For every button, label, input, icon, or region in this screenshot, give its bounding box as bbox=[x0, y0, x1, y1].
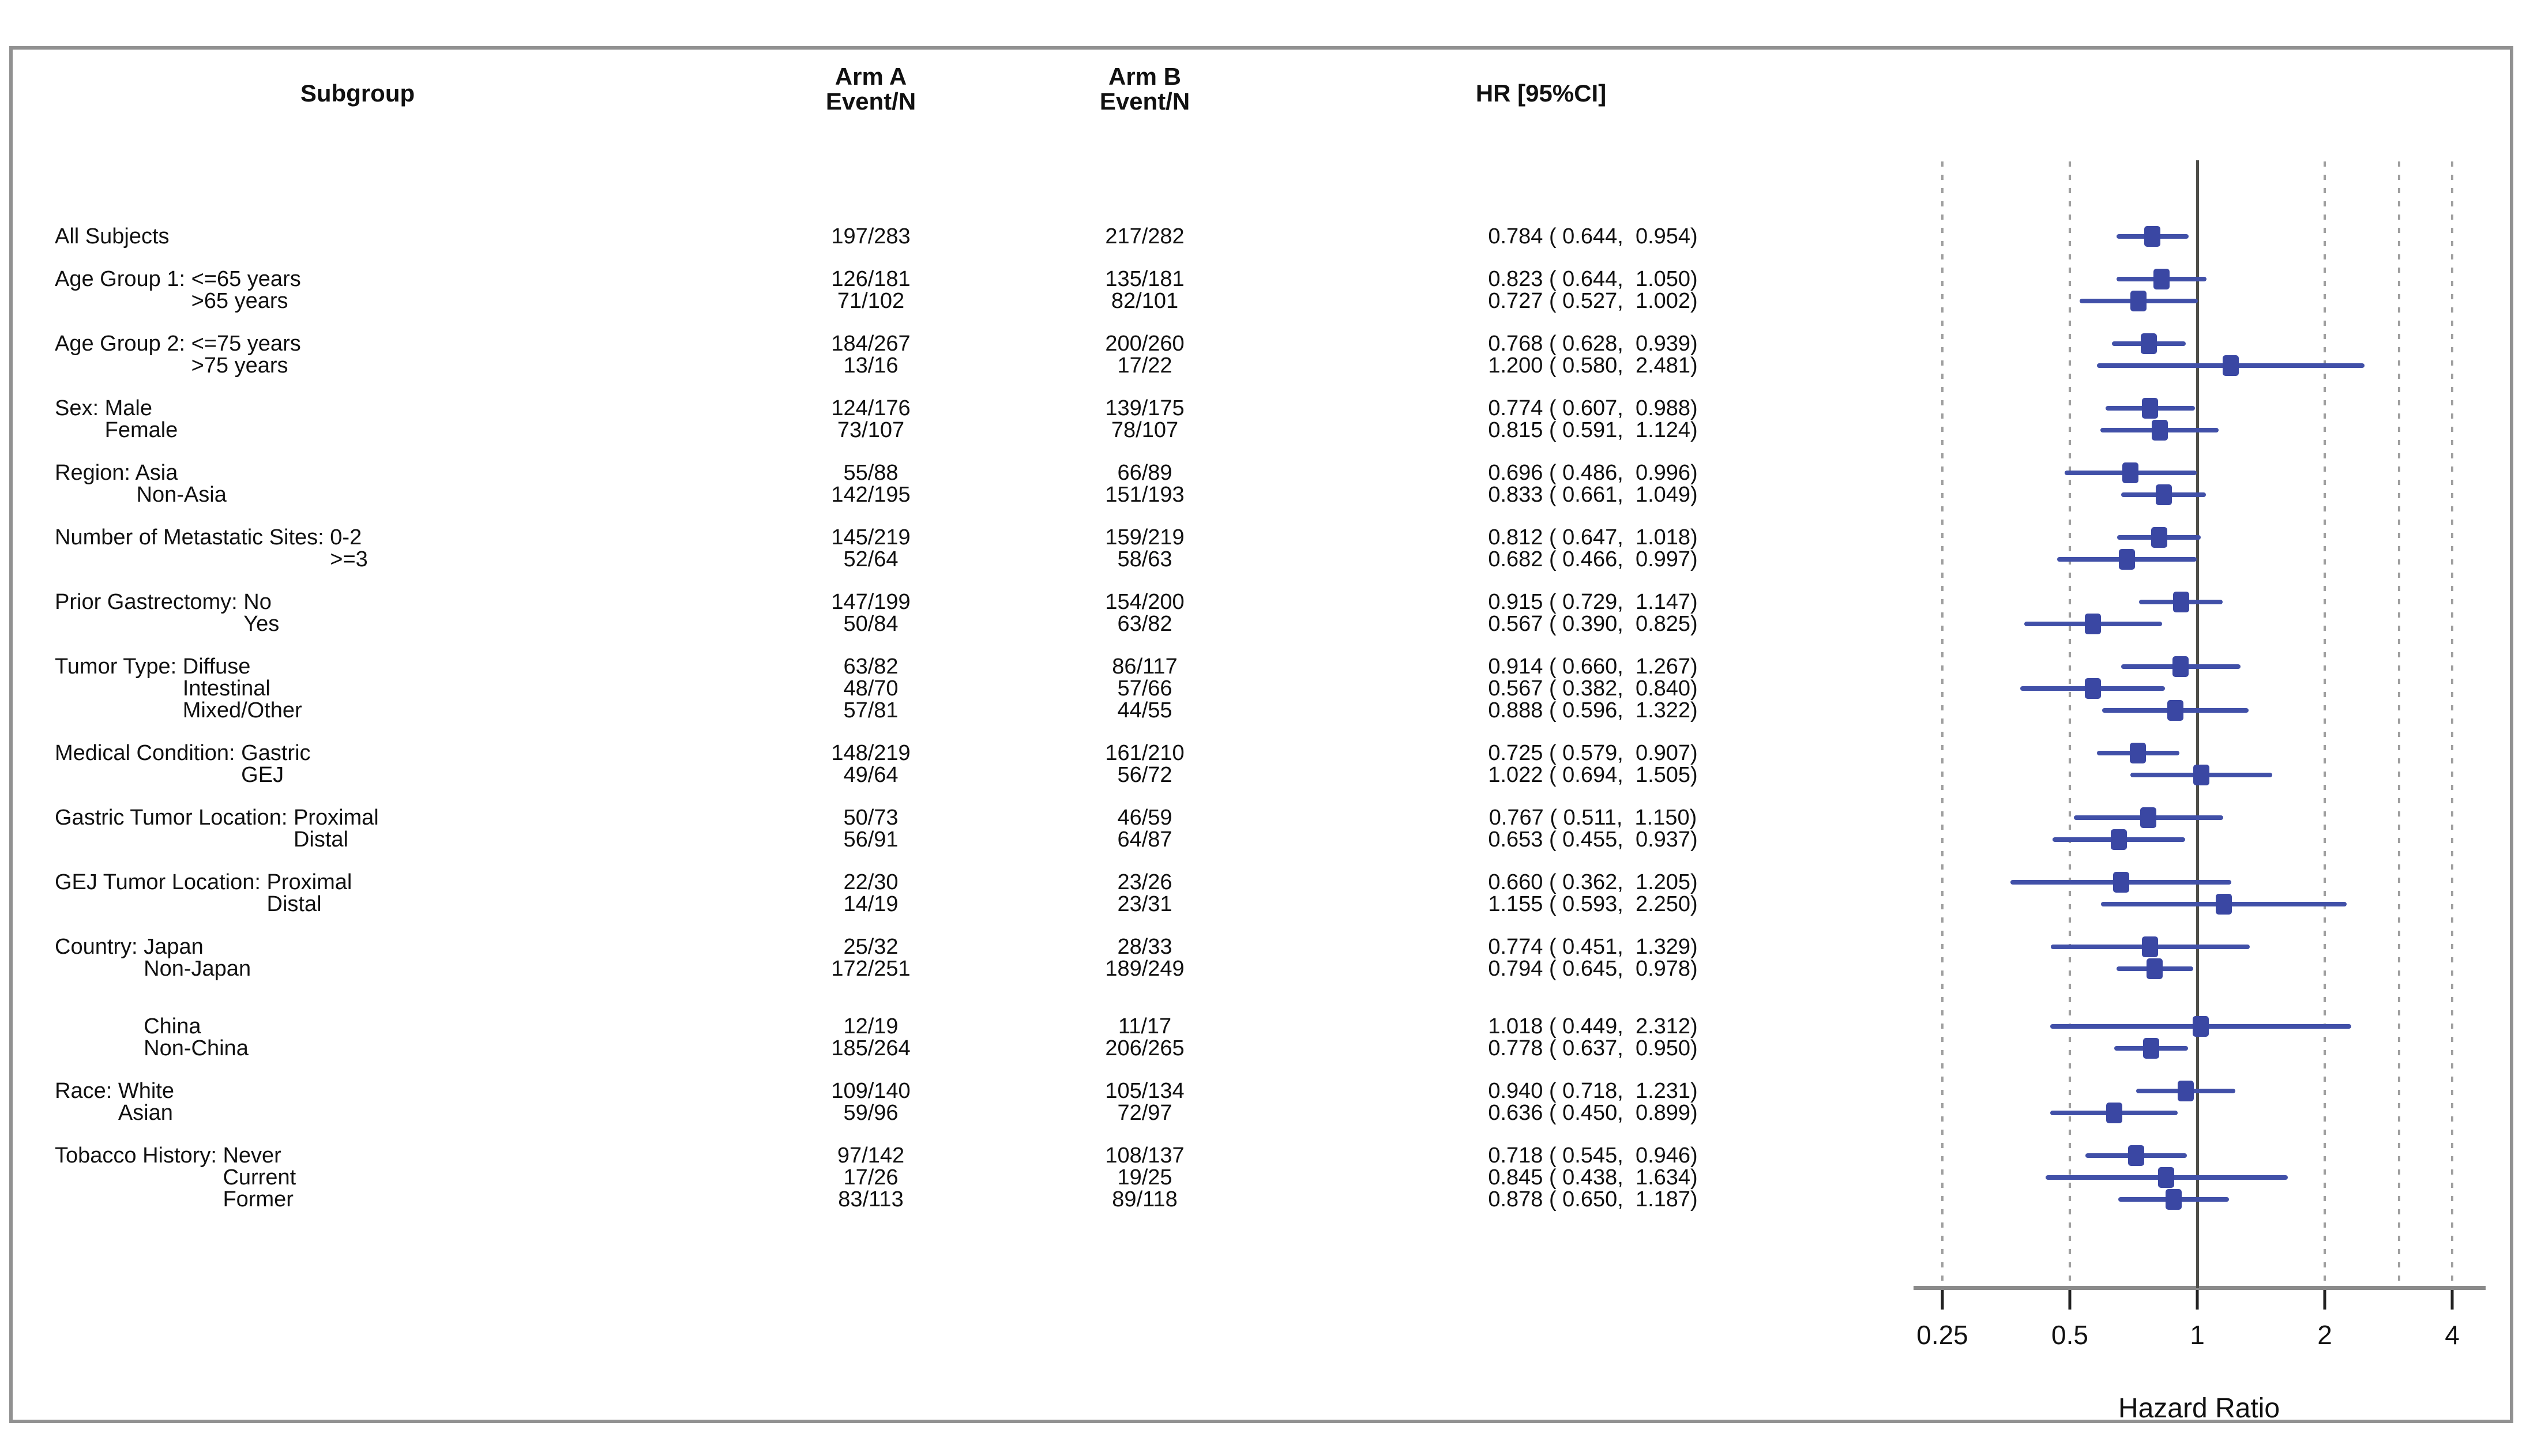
hr-ci-value: 0.845 ( 0.438, 1.634) bbox=[1488, 1165, 1698, 1190]
arm-b-event-n: 159/219 bbox=[1105, 525, 1185, 550]
subgroup-prefix: GEJ Tumor Location: bbox=[55, 870, 267, 894]
subgroup-level: Former bbox=[223, 1187, 294, 1212]
hr-ci-value: 0.768 ( 0.628, 0.939) bbox=[1488, 332, 1698, 356]
hr-ci-value: 0.940 ( 0.718, 1.231) bbox=[1488, 1079, 1698, 1103]
subgroup-level: Non-Japan bbox=[144, 957, 251, 981]
arm-b-event-n: 135/181 bbox=[1105, 267, 1185, 291]
hr-ci-value: 0.914 ( 0.660, 1.267) bbox=[1488, 654, 1698, 679]
hr-point-square bbox=[2147, 958, 2163, 979]
hr-ci-value: 0.767 ( 0.511, 1.150) bbox=[1488, 806, 1697, 830]
subgroup-label bbox=[243, 611, 279, 637]
hr-ci-value: 0.696 ( 0.486, 0.996) bbox=[1488, 461, 1698, 485]
arm-a-event-n: 13/16 bbox=[843, 353, 899, 378]
arm-a-event-n: 71/102 bbox=[837, 289, 905, 313]
arm-b-event-n: 28/33 bbox=[1117, 935, 1172, 959]
hr-point-square bbox=[2085, 614, 2101, 634]
hr-ci-value: 0.727 ( 0.527, 1.002) bbox=[1488, 289, 1698, 313]
subgroup-label bbox=[137, 482, 227, 507]
subgroup-label bbox=[55, 525, 362, 550]
subgroup-label bbox=[191, 288, 288, 314]
column-header-arm-b-line2: Event/N bbox=[1099, 88, 1190, 115]
subgroup-level: Asian bbox=[118, 1101, 173, 1125]
x-axis-title: Hazard Ratio bbox=[2118, 1393, 2280, 1424]
subgroup-level: Asia bbox=[135, 461, 178, 485]
arm-a-event-n: 55/88 bbox=[843, 461, 899, 485]
subgroup-level: Current bbox=[223, 1165, 296, 1190]
arm-a-event-n: 50/84 bbox=[843, 612, 899, 636]
arm-a-event-n: 148/219 bbox=[831, 741, 911, 765]
arm-b-event-n: 89/118 bbox=[1112, 1187, 1178, 1212]
gridline-dotted-hr-2 bbox=[2324, 161, 2326, 1288]
subgroup-label bbox=[144, 956, 251, 981]
arm-b-event-n: 56/72 bbox=[1117, 763, 1172, 787]
arm-a-event-n: 172/251 bbox=[831, 957, 911, 981]
arm-b-event-n: 154/200 bbox=[1105, 590, 1185, 614]
subgroup-label bbox=[330, 547, 368, 572]
hr-point-square bbox=[2130, 743, 2146, 763]
subgroup-label bbox=[105, 417, 178, 443]
subgroup-level: GEJ bbox=[241, 763, 284, 787]
subgroup-label bbox=[118, 1100, 173, 1126]
subgroup-level: >65 years bbox=[191, 289, 288, 313]
arm-a-event-n: 17/26 bbox=[843, 1165, 899, 1190]
hr-point-square bbox=[2106, 1103, 2122, 1123]
hr-point-square bbox=[2223, 355, 2239, 376]
hr-ci-value: 0.682 ( 0.466, 0.997) bbox=[1488, 547, 1698, 571]
subgroup-prefix: Tobacco History: bbox=[55, 1143, 223, 1168]
arm-a-event-n: 184/267 bbox=[831, 332, 911, 356]
subgroup-level: >75 years bbox=[191, 353, 288, 378]
x-axis-tick-0.5 bbox=[2069, 1290, 2072, 1310]
hr-point-square bbox=[2142, 398, 2158, 419]
column-header-arm-a-line2: Event/N bbox=[825, 88, 916, 115]
arm-b-event-n: 105/134 bbox=[1105, 1079, 1185, 1103]
arm-b-event-n: 189/249 bbox=[1105, 957, 1185, 981]
subgroup-level: 0-2 bbox=[330, 525, 362, 550]
hr-point-square bbox=[2143, 1038, 2159, 1059]
x-axis-tick-0.25 bbox=[1941, 1290, 1944, 1310]
column-header-arm-a-line1: Arm A bbox=[835, 63, 907, 90]
subgroup-prefix: Region: bbox=[55, 461, 136, 485]
arm-b-event-n: 200/260 bbox=[1105, 332, 1185, 356]
column-header-hr-ci: HR [95%CI] bbox=[1475, 80, 1607, 107]
subgroup-level: Japan bbox=[144, 935, 204, 959]
subgroup-level: Never bbox=[223, 1143, 281, 1168]
x-axis-tick-2 bbox=[2324, 1290, 2326, 1310]
hr-ci-value: 0.725 ( 0.579, 0.907) bbox=[1488, 741, 1698, 765]
arm-b-event-n: 64/87 bbox=[1117, 827, 1172, 852]
gridline-dotted-hr-4 bbox=[2451, 161, 2453, 1288]
arm-a-event-n: 52/64 bbox=[843, 547, 899, 571]
hr-ci-value: 1.200 ( 0.580, 2.481) bbox=[1488, 353, 1698, 378]
hr-ci-value: 0.636 ( 0.450, 0.899) bbox=[1488, 1101, 1698, 1125]
subgroup-label bbox=[55, 589, 272, 615]
subgroup-level: Proximal bbox=[266, 870, 352, 894]
hr-ci-value: 0.823 ( 0.644, 1.050) bbox=[1488, 267, 1698, 291]
arm-a-event-n: 109/140 bbox=[831, 1079, 911, 1103]
subgroup-level: <=65 years bbox=[191, 267, 301, 291]
arm-a-event-n: 56/91 bbox=[843, 827, 899, 852]
arm-b-event-n: 139/175 bbox=[1105, 396, 1185, 420]
gridline-dotted-hr-0.5 bbox=[2069, 161, 2071, 1288]
arm-b-event-n: 23/26 bbox=[1117, 870, 1172, 894]
arm-a-event-n: 124/176 bbox=[831, 396, 911, 420]
subgroup-level: Distal bbox=[293, 827, 348, 852]
hr-point-square bbox=[2166, 1189, 2182, 1210]
hr-ci-value: 0.878 ( 0.650, 1.187) bbox=[1488, 1187, 1698, 1212]
hr-ci-value: 0.812 ( 0.647, 1.018) bbox=[1488, 525, 1698, 550]
arm-a-event-n: 12/19 bbox=[843, 1014, 899, 1039]
hr-ci-value: 0.794 ( 0.645, 0.978) bbox=[1488, 957, 1698, 981]
subgroup-level: Intestinal bbox=[182, 676, 270, 701]
arm-a-event-n: 97/142 bbox=[837, 1143, 905, 1168]
hr-point-square bbox=[2193, 1016, 2209, 1037]
arm-a-event-n: 63/82 bbox=[843, 654, 899, 679]
subgroup-prefix: Medical Condition: bbox=[55, 741, 242, 765]
x-axis-tick-label-0.5: 0.5 bbox=[2051, 1320, 2088, 1350]
hr-point-square bbox=[2193, 765, 2209, 785]
hr-ci-value: 0.774 ( 0.451, 1.329) bbox=[1488, 935, 1698, 959]
arm-b-event-n: 78/107 bbox=[1111, 418, 1179, 442]
hr-point-square bbox=[2144, 226, 2160, 247]
x-axis-tick-label-4: 4 bbox=[2445, 1320, 2460, 1350]
hr-ci-value: 0.774 ( 0.607, 0.988) bbox=[1488, 396, 1698, 420]
arm-b-event-n: 161/210 bbox=[1105, 741, 1185, 765]
arm-a-event-n: 73/107 bbox=[837, 418, 905, 442]
hr-ci-value: 0.778 ( 0.637, 0.950) bbox=[1488, 1036, 1698, 1060]
hr-ci-value: 0.567 ( 0.390, 0.825) bbox=[1488, 612, 1698, 636]
hr-ci-value: 1.022 ( 0.694, 1.505) bbox=[1488, 763, 1698, 787]
arm-a-event-n: 57/81 bbox=[843, 698, 899, 723]
subgroup-level: Distal bbox=[266, 892, 322, 916]
hr-point-square bbox=[2167, 700, 2183, 721]
column-header-subgroup: Subgroup bbox=[300, 80, 415, 107]
arm-a-event-n: 25/32 bbox=[843, 935, 899, 959]
subgroup-label bbox=[191, 353, 288, 378]
hr-point-square bbox=[2172, 656, 2189, 677]
arm-a-event-n: 48/70 bbox=[843, 676, 899, 701]
arm-a-event-n: 50/73 bbox=[843, 806, 899, 830]
hr-ci-value: 1.155 ( 0.593, 2.250) bbox=[1488, 892, 1698, 916]
arm-b-event-n: 151/193 bbox=[1105, 483, 1185, 507]
subgroup-level: >=3 bbox=[330, 547, 368, 571]
arm-b-event-n: 46/59 bbox=[1117, 806, 1172, 830]
hr-ci-value: 0.915 ( 0.729, 1.147) bbox=[1488, 590, 1698, 614]
hr-ci-value: 0.653 ( 0.455, 0.937) bbox=[1488, 827, 1698, 852]
arm-b-event-n: 19/25 bbox=[1117, 1165, 1172, 1190]
hr-ci-value: 0.718 ( 0.545, 0.946) bbox=[1488, 1143, 1698, 1168]
subgroup-level: Non-China bbox=[144, 1036, 249, 1060]
hr-point-square bbox=[2153, 269, 2170, 289]
column-header-arm-b-line1: Arm B bbox=[1108, 63, 1182, 90]
subgroup-level: Gastric bbox=[241, 741, 311, 765]
hr-ci-value: 1.018 ( 0.449, 2.312) bbox=[1488, 1014, 1698, 1039]
hr-point-square bbox=[2140, 807, 2156, 828]
hr-point-square bbox=[2128, 1145, 2144, 1166]
arm-a-event-n: 197/283 bbox=[831, 224, 911, 249]
subgroup-prefix: Tumor Type: bbox=[55, 654, 183, 679]
hr-point-square bbox=[2158, 1167, 2174, 1188]
arm-a-event-n: 59/96 bbox=[843, 1101, 899, 1125]
hr-point-square bbox=[2156, 484, 2172, 505]
gridline-dotted-hr-0.25 bbox=[1941, 161, 1944, 1288]
arm-a-event-n: 22/30 bbox=[843, 870, 899, 894]
subgroup-level: Proximal bbox=[293, 806, 379, 830]
arm-b-event-n: 44/55 bbox=[1117, 698, 1172, 723]
subgroup-prefix: Race: bbox=[55, 1079, 118, 1103]
subgroup-level: Female bbox=[104, 418, 178, 442]
subgroup-label bbox=[267, 891, 322, 917]
subgroup-level: Non-Asia bbox=[136, 483, 227, 507]
x-axis-tick-4 bbox=[2451, 1290, 2454, 1310]
hr-point-square bbox=[2216, 894, 2232, 915]
arm-b-event-n: 58/63 bbox=[1117, 547, 1172, 571]
arm-b-event-n: 217/282 bbox=[1105, 224, 1185, 249]
arm-b-event-n: 63/82 bbox=[1117, 612, 1172, 636]
subgroup-prefix: Sex: bbox=[55, 396, 105, 420]
subgroup-prefix: Number of Metastatic Sites: bbox=[55, 525, 330, 550]
subgroup-level: White bbox=[118, 1079, 174, 1103]
arm-a-event-n: 83/113 bbox=[838, 1187, 904, 1212]
x-axis-tick-1 bbox=[2196, 1290, 2199, 1310]
arm-b-event-n: 108/137 bbox=[1105, 1143, 1185, 1168]
x-axis-tick-label-0.25: 0.25 bbox=[1916, 1320, 1968, 1350]
subgroup-label bbox=[223, 1187, 293, 1212]
hr-point-square bbox=[2085, 678, 2101, 699]
hr-ci-value: 0.833 ( 0.661, 1.049) bbox=[1488, 483, 1698, 507]
hr-ci-value: 0.567 ( 0.382, 0.840) bbox=[1488, 676, 1698, 701]
subgroup-prefix: All Subjects bbox=[55, 224, 170, 249]
reference-line-hr-1 bbox=[2196, 160, 2199, 1288]
hr-point-square bbox=[2173, 592, 2189, 612]
arm-a-event-n: 14/19 bbox=[843, 892, 899, 916]
subgroup-level: <=75 years bbox=[191, 332, 301, 356]
subgroup-level: Male bbox=[104, 396, 152, 420]
hr-point-square bbox=[2122, 462, 2138, 483]
hr-point-square bbox=[2151, 527, 2167, 548]
subgroup-label bbox=[144, 1036, 249, 1061]
arm-a-event-n: 142/195 bbox=[831, 483, 911, 507]
x-axis-tick-label-1: 1 bbox=[2190, 1320, 2205, 1350]
subgroup-prefix: Country: bbox=[55, 935, 144, 959]
gridline-dotted-hr-3 bbox=[2398, 161, 2400, 1288]
hr-point-square bbox=[2113, 872, 2129, 893]
subgroup-level: China bbox=[144, 1014, 201, 1039]
hr-ci-value: 0.784 ( 0.644, 0.954) bbox=[1488, 224, 1698, 249]
arm-a-event-n: 145/219 bbox=[831, 525, 911, 550]
subgroup-level: Yes bbox=[243, 612, 280, 636]
subgroup-label bbox=[55, 224, 170, 249]
subgroup-label bbox=[241, 762, 284, 788]
subgroup-label bbox=[294, 827, 348, 852]
x-axis-tick-label-2: 2 bbox=[2317, 1320, 2332, 1350]
hr-point-square bbox=[2178, 1081, 2194, 1101]
hr-point-square bbox=[2130, 291, 2147, 311]
subgroup-prefix: Age Group 1: bbox=[55, 267, 191, 291]
subgroup-prefix: Age Group 2: bbox=[55, 332, 191, 356]
arm-b-event-n: 57/66 bbox=[1117, 676, 1172, 701]
hr-ci-value: 0.888 ( 0.596, 1.322) bbox=[1488, 698, 1698, 723]
arm-b-event-n: 82/101 bbox=[1111, 289, 1179, 313]
hr-ci-value: 0.815 ( 0.591, 1.124) bbox=[1488, 418, 1698, 442]
arm-b-event-n: 17/22 bbox=[1117, 353, 1172, 378]
subgroup-prefix: Prior Gastrectomy: bbox=[55, 590, 244, 614]
hr-ci-value: 0.660 ( 0.362, 1.205) bbox=[1488, 870, 1698, 894]
hr-point-square bbox=[2141, 333, 2157, 354]
hr-point-square bbox=[2152, 420, 2168, 441]
arm-b-event-n: 72/97 bbox=[1117, 1101, 1172, 1125]
subgroup-level: Diffuse bbox=[182, 654, 251, 679]
hr-point-square bbox=[2111, 829, 2127, 850]
arm-a-event-n: 185/264 bbox=[831, 1036, 911, 1060]
arm-a-event-n: 49/64 bbox=[843, 763, 899, 787]
arm-b-event-n: 11/17 bbox=[1118, 1014, 1172, 1039]
arm-b-event-n: 206/265 bbox=[1105, 1036, 1185, 1060]
figure-border-frame bbox=[9, 46, 2513, 1423]
arm-a-event-n: 126/181 bbox=[831, 267, 911, 291]
subgroup-level: No bbox=[243, 590, 272, 614]
arm-a-event-n: 147/199 bbox=[831, 590, 911, 614]
subgroup-level: Mixed/Other bbox=[182, 698, 302, 723]
arm-b-event-n: 86/117 bbox=[1112, 654, 1178, 679]
hr-point-square bbox=[2142, 936, 2158, 957]
arm-b-event-n: 66/89 bbox=[1117, 461, 1172, 485]
subgroup-label bbox=[183, 698, 302, 723]
arm-b-event-n: 23/31 bbox=[1117, 892, 1172, 916]
subgroup-prefix: Gastric Tumor Location: bbox=[55, 806, 294, 830]
hr-point-square bbox=[2119, 549, 2135, 570]
